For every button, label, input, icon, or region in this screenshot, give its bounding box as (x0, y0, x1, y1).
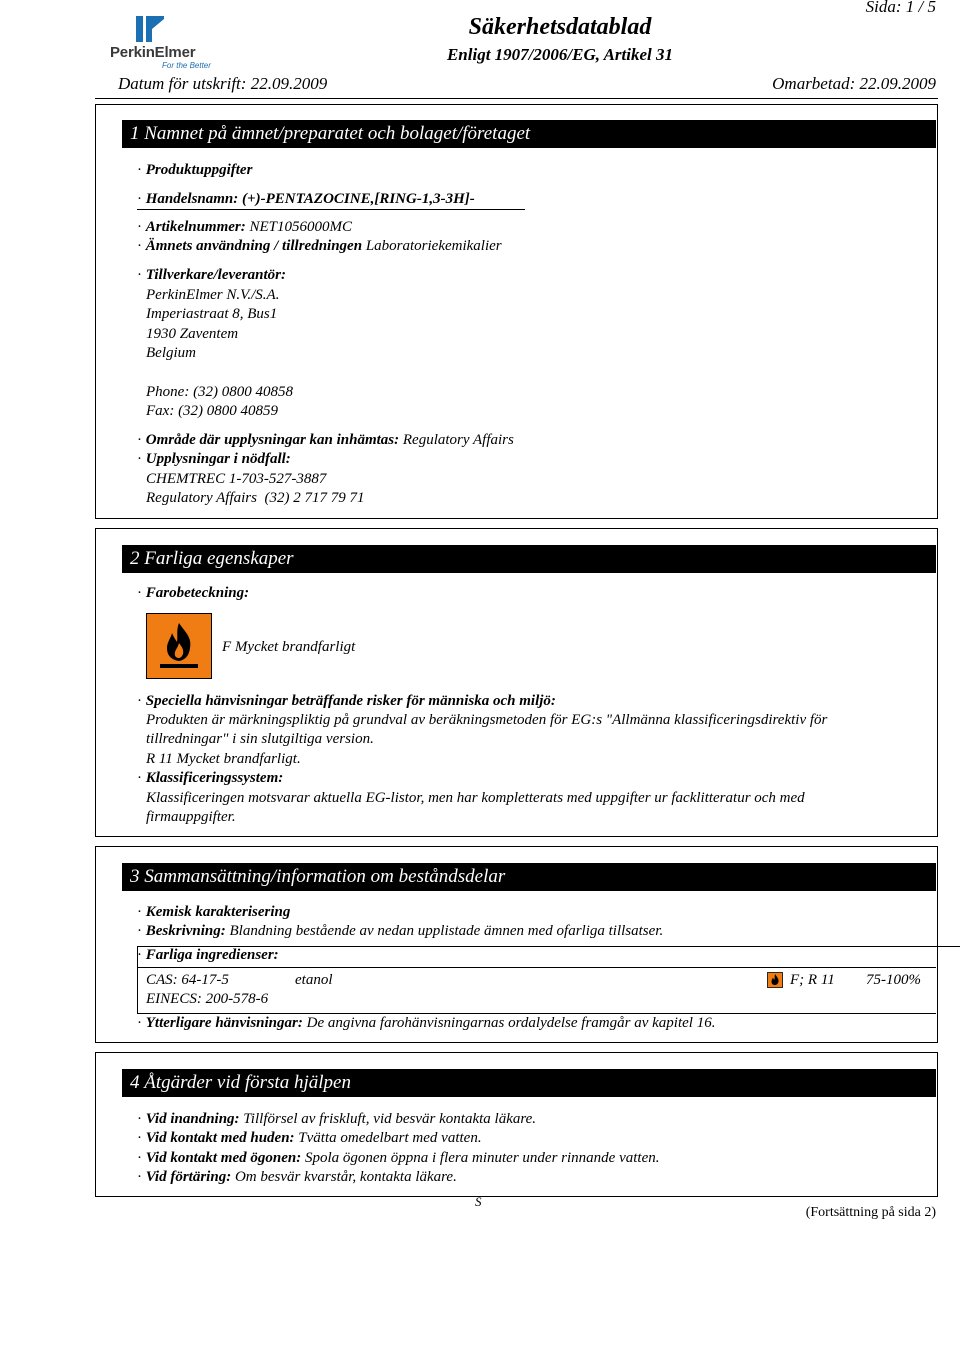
ingredients-left-rule (137, 946, 138, 1013)
ogonen-row: · Vid kontakt med ögonen: Spola ögonen öppna i flera minuter under rinnande vatten. (137, 1150, 660, 1166)
logo-mark-icon (108, 14, 218, 46)
artikelnummer-value: NET1056000MC (249, 219, 353, 235)
ingredients-header-rule (137, 967, 936, 968)
artikelnummer-row: · Artikelnummer: NET1056000MC (137, 219, 353, 235)
document-title: Säkerhetsdatablad (468, 14, 652, 40)
logo-wordmark: PerkinElmer (110, 44, 196, 61)
company-fax: Fax: (32) 0800 40859 (146, 403, 279, 419)
ingredient-classification: F; R 11 (790, 972, 835, 988)
inandning-row: · Vid inandning: Tillförsel av friskluft, vid besvär kontakta läkare. (137, 1111, 537, 1127)
kemisk-label: · Kemisk karakterisering (137, 904, 291, 920)
flame-icon (146, 613, 212, 679)
fortaring-row: · Vid förtäring: Om besvär kvarstår, kontakta läkare. (137, 1169, 457, 1185)
huden-row: · Vid kontakt med huden: Tvätta omedelbart med vatten. (137, 1130, 482, 1146)
ytterligare-row: · Ytterligare hänvisningar: De angivna farohänvisningarnas ordalydelse framgår av kapitel 16. (137, 1015, 716, 1031)
revision-date: Omarbetad: 22.09.2009 (772, 74, 936, 93)
company-name: PerkinElmer N.V./S.A. (146, 287, 280, 303)
continuation-note: (Fortsättning på sida 2) (805, 1205, 936, 1220)
speciella-label: · Speciella hänvisningar beträffande risker för människa och miljö: (137, 693, 556, 709)
company-country: Belgium (146, 345, 196, 361)
header-divider (95, 98, 938, 99)
print-date: Datum för utskrift: 22.09.2009 (118, 74, 328, 93)
small-flame-icon (767, 972, 783, 988)
footer-mark: S (475, 1194, 482, 1209)
handelsnamn-row: · Handelsnamn: (+)-PENTAZOCINE,[RING-1,3-3H]- (137, 191, 475, 207)
produktuppgifter-label: · Produktuppgifter (137, 162, 253, 178)
klass-text-1: Klassificeringen motsvarar aktuella EG-listor, men har kompletterats med uppgifter ur facklitteratur och med (146, 790, 805, 806)
ingredient-concentration: 75-100% (866, 972, 921, 988)
speciella-text-2: tillredningar" i sin slutgiltiga version. (146, 731, 374, 747)
tillverkare-row: · Tillverkare/leverantör: (137, 267, 286, 283)
farliga-label: · Farliga ingredienser: (137, 947, 279, 963)
klass-label: · Klassificeringssystem: (137, 770, 284, 786)
section-4-heading: 4 Åtgärder vid första hjälpen (122, 1069, 936, 1097)
company-phone: Phone: (32) 0800 40858 (146, 384, 294, 400)
perkinelmer-logo (108, 14, 218, 70)
chemtrec-phone: CHEMTREC 1-703-527-3887 (146, 471, 327, 487)
speciella-text-1: Produkten är märkningspliktig på grundval av beräkningsmetoden för EG:s "Allmänna klassificeringsdirektiv för (146, 712, 828, 728)
logo-tagline: For the Better (162, 61, 211, 70)
page-number: Sida: 1 / 5 (865, 0, 936, 16)
regulatory-phone: Regulatory Affairs (32) 2 717 79 71 (146, 490, 365, 506)
nodfall-row: · Upplysningar i nödfall: (137, 451, 291, 467)
handelsnamn-value: (+)-PENTAZOCINE,[RING-1,3-3H]- (242, 191, 475, 207)
klass-text-2: firmauppgifter. (146, 809, 236, 825)
ingredient-einecs: EINECS: 200-578-6 (146, 991, 269, 1007)
anvandning-row: · Ämnets användning / tillredningen Laboratoriekemikalier (137, 238, 502, 254)
ingredient-cas: CAS: 64-17-5 (146, 972, 229, 988)
ingredient-name: etanol (295, 972, 333, 988)
hazard-text: F Mycket brandfarligt (222, 639, 356, 655)
farobeteckning-row: · Farobeteckning: (137, 585, 250, 601)
omrade-row: · Område där upplysningar kan inhämtas: Regulatory Affairs (137, 432, 514, 448)
r11-text: R 11 Mycket brandfarligt. (146, 751, 301, 767)
section-2-heading: 2 Farliga egenskaper (122, 545, 936, 573)
section-1-heading: 1 Namnet på ämnet/preparatet och bolaget/företaget (122, 120, 936, 148)
document-subtitle: Enligt 1907/2006/EG, Artikel 31 (446, 45, 674, 64)
company-city: 1930 Zaventem (146, 326, 239, 342)
company-street: Imperiastraat 8, Bus1 (146, 306, 278, 322)
handelsnamn-underline (137, 209, 525, 210)
section-3-heading: 3 Sammansättning/information om beståndsdelar (122, 863, 936, 891)
beskrivning-row: · Beskrivning: Blandning bestående av nedan upplistade ämnen med ofarliga tillsatser. (137, 923, 664, 939)
